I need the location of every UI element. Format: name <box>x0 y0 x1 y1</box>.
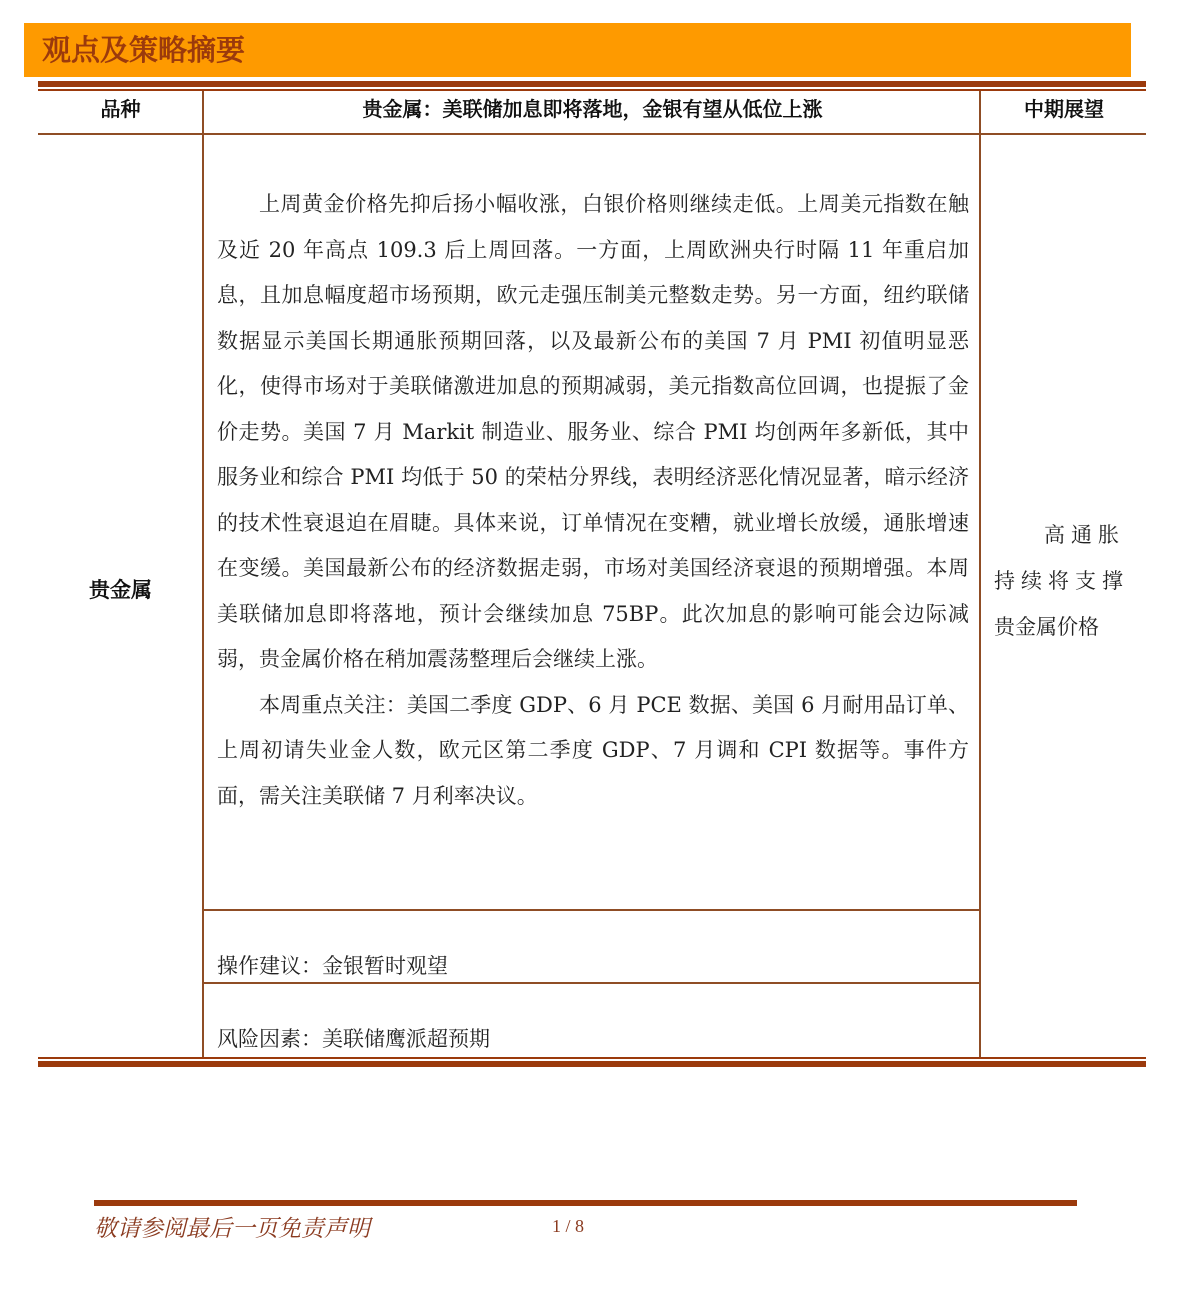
variety-cell: 贵金属 <box>89 578 152 602</box>
header-summary: 贵金属：美联储加息即将落地，金银有望从低位上涨 <box>362 97 823 121</box>
analysis-text <box>217 182 969 819</box>
operation-advice: 操作建议：金银暂时观望 <box>217 954 448 978</box>
footer-rule <box>94 1200 1077 1206</box>
outlook-cell <box>994 512 1136 650</box>
section-title: 观点及策略摘要 <box>42 33 246 67</box>
header-outlook: 中期展望 <box>1024 97 1104 121</box>
section-banner <box>24 23 1131 77</box>
operation-top-rule <box>204 909 979 911</box>
column-divider-right <box>979 91 981 1057</box>
header-variety: 品种 <box>100 97 141 121</box>
bottom-rule-thick <box>38 1061 1146 1067</box>
page-number: 1 / 8 <box>552 1216 585 1236</box>
footer-disclaimer: 敬请参阅最后一页免责声明 <box>94 1216 370 1242</box>
risk-factors: 风险因素：美联储鹰派超预期 <box>217 1027 490 1051</box>
top-rule-thick <box>38 81 1146 87</box>
outlook-line: 持续将支撑 <box>994 569 1129 593</box>
analysis-paragraph: 本周重点关注：美国二季度 GDP、6 月 PCE 数据、美国 6 月耐用品订单、上周初请失业金人数，欧元区第二季度 GDP、7 月调和 CPI 数据等。事件方面，需关注美联储 7 月利率决议。 <box>217 692 969 808</box>
risk-top-rule <box>204 982 979 984</box>
header-bottom-rule <box>38 133 1146 135</box>
bottom-rule-thin <box>38 1057 1146 1059</box>
analysis-paragraph: 上周黄金价格先抑后扬小幅收涨，白银价格则继续走低。上周美元指数在触及近 20 年高点 109.3 后上周回落。一方面，上周欧洲央行时隔 11 年重启加息，且加息幅度超市场预期，欧元走强压制美元整数走势。另一方面，纽约联储数据显示美国长期通胀预期回落，以及最新公布的美国 7 月 PMI 初值明显恶化，使得市场对于美联储激进加息的预期减弱，美元指数高位回调，也提振了金价走势。美国 7 月 Markit 制造业、服务业、综合 PMI 均创两年多新低，其中服务业和综合 PMI 均低于 50 的荣枯分界线，表明经济恶化情况显著，暗示经济的技术性衰退迫在眉睫。具体来说，订单情况在变糟，就业增长放缓，通胀增速在变缓。美国最新公布的经济数据走弱，市场对美国经济衰退的预期增强。本周美联储加息即将落地，预计会继续加息 75BP。此次加息的影响可能会边际减弱，贵金属价格在稍加震荡整理后会继续上涨。 <box>217 192 969 671</box>
outlook-line: 贵金属价格 <box>994 615 1099 639</box>
outlook-line: 高通胀 <box>1044 523 1125 547</box>
